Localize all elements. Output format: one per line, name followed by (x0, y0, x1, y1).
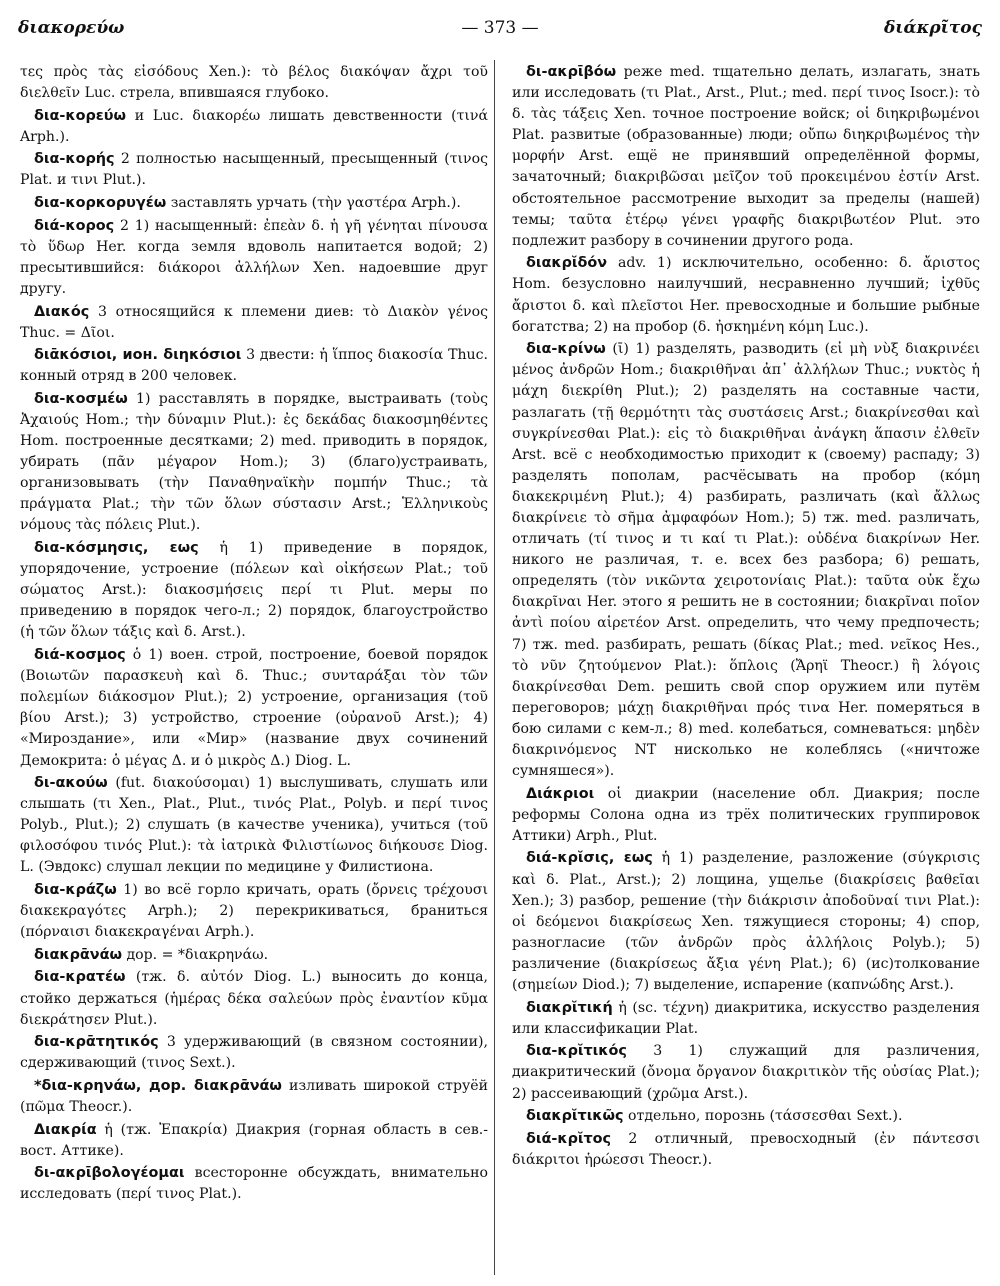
entry-headword: Διακός (34, 303, 90, 320)
entry-definition: дор. = *διακρηνάω. (122, 946, 269, 963)
column-divider (494, 60, 495, 1275)
entry-headword: διακρῐτική (526, 999, 613, 1016)
dictionary-entry (20, 106, 488, 148)
entry-definition: (ῑ) 1) разделять, разводить (εἰ μὴ νὺξ διακρινέει μένος ἀνδρῶν Hom.; διακριθῆναι ἀπ᾽ ἀλλήλων Thuc.; νυκτὸς ἡ μάχη διεκρίθη Plut.); 2) разделять на составные части, разлагать (τῇ θερμότητι τὰς συστάσεις Arst.; διακρίνεσθαι καὶ συγκρίνεσθαι Plat.): εἰς τὸ διακριθῆναι ἀνάγκη ἅπασιν ἐλθεῖν Arst. всё с необходимостью приходит к (своему) распаду; 3) разделять пополам, расчёсывать на пробор (κόμη διακεκριμένη Plut.); 4) разбирать, различать (καὶ ἄλλως διακρίνειε τὸ σῆμα ἀμφαφόων Hom.); 5) тж. med. различать, отличать (τί τινος и τι καί τι Plat.): οὐδένα διακρίνων Her. никого не различая, т. е. всех без разбора; 6) решать, определять (τὸν νικῶντα χειροτονίαις Plat.): ταῦτα οὐκ ἔχω διακρῖναι Her. этого я решить не в состоянии; διακρῖναι ποῖον ἀντὶ ποίου αἱρετέον Arst. определить, что чему предпочесть; 7) тж. med. разбирать, решать (δίκας Plat.; med. νεῖκος Hes., τὸ νῦν ζητούμενον Plat.): ὅπλοις (Ἄρηϊ Theocr.) ἢ λόγοις διακρίνεσθαι Dem. решить свой спор оружием или путём переговоров; μάχῃ διακριθῆναι πρός τινα Her. померяться в бою силами с кем-л.; 8) med. колебаться, сомневаться: μηδὲν διακρινόμενος NT нисколько не колеблясь («ничтоже сумняшеся»). (512, 341, 980, 780)
entry-headword: διακρῐτικῶς (526, 1108, 624, 1125)
entry-definition: и Luc. διακορέω лишать девственности (τινά Arph.). (20, 107, 488, 145)
dictionary-entry (20, 773, 488, 878)
entry-definition: 1) расставлять в порядке, выстраивать (τοὺς Ἀχαιούς Hom.; τὴν δύναμιν Plut.): ἐς δεκάδας διακοσμηθέντες Hom. построенные десятками; 2) med. приводить в порядок, убирать (πᾶν μέγαρον Hom.); 3) (благо)устраивать, организовывать (τὴν Παναθηναϊκὴν πομπήν Thuc.; τὰ πράγματα Plat.; τὴν τῶν ὅλων σύστασιν Arst.; Ἑλληνικοὺς νόμους τὰς πόλεις Plut.). (20, 390, 488, 534)
entry-definition: всесторонне обсуждать, внимательно исследовать (περί τινος Plat.). (20, 1165, 488, 1203)
entry-definition: οἱ диакрии (население обл. Диакрия; после реформы Солона одна из трёх политических группировок Аттики) Arph., Plut. (512, 785, 980, 844)
dictionary-entry (20, 538, 488, 643)
dictionary-entry (20, 193, 488, 214)
entry-definition: 3 двести: ἡ ἵππος διακοσία Thuc. конный отряд в 200 человек. (20, 347, 488, 385)
entry-headword: δια-κορεύω (34, 107, 127, 124)
entry-definition: 3 удерживающий (в связном состоянии), сдерживающий (τινος Sext.). (20, 1034, 488, 1072)
entry-headword: δια-κράζω (34, 882, 117, 899)
entry-definition: 2 отличный, превосходный (ἐν πάντεσσι διάκριτοι ἡρώεσσι Theocr.). (512, 1130, 980, 1168)
dictionary-entry (20, 216, 488, 300)
dictionary-entry (20, 880, 488, 943)
dictionary-entry (20, 345, 488, 387)
entry-definition: 3 1) служащий для различения, диакритический (ὄνομα ὄργανον διακριτικὸν τῆς οὐσίας Plat.); 2) рассеивающий (χρῶμα Arst.). (512, 1043, 980, 1102)
entry-definition: 2 1) насыщенный: ἐπεὰν δ. ἡ γῆ γένηται πίνουσα τὸ ὕδωρ Her. когда земля вдоволь напитается водой; 2) пресытившийся: διάκοροι ἀλλήλων Xen. надоевшие друг другу. (20, 217, 488, 297)
entry-definition: ἡ (sc. τέχνη) диакритика, искусство разделения или классификации Plat. (512, 999, 980, 1037)
entry-headword: διακρῐδόν (526, 255, 608, 272)
dictionary-entry (20, 967, 488, 1030)
dictionary-entry (20, 62, 488, 104)
entry-headword: δια-κορής (34, 151, 115, 168)
entry-definition: (тж. δ. αὐτόν Diog. L.) выносить до конца, стойко держаться (ἡμέρας δέκα σαλεύων πρὸς ἐναντίον κῦμα διεκράτησεν Plut.). (20, 969, 488, 1028)
entry-headword: διακρᾱνάω (34, 946, 122, 963)
entry-headword: διά-κορος (34, 217, 115, 234)
dictionary-entry (20, 945, 488, 966)
entry-headword: διά-κρῐσις, εως (526, 850, 653, 867)
entry-definition: ὁ 1) воен. строй, построение, боевой порядок (Βοιωτῶν παρασκευὴ καὶ δ. Thuc.; συνταράξαι τὸν τῶν πολεμίων διάκοσμον Plut.); 2) устроение, организация (τοῦ βίου Arst.); 3) устройство, строение (οὐρανοῦ Arst.); 4) «Мироздание», или «Мир» (название двух сочинений Демокрита: ὁ μέγας Δ. и ὁ μικρὸς Δ.) Diog. L. (20, 647, 488, 769)
dictionary-entry (512, 998, 980, 1040)
entry-headword: δι-ακρῑβολογέομαι (34, 1165, 185, 1182)
dictionary-entry (20, 1120, 488, 1162)
dictionary-entry (20, 1163, 488, 1205)
entry-definition: τες πρὸς τὰς εἰσόδους Xen.): τὸ βέλος διακόψαν ἄχρι τοῦ διελθεῖν Luc. стрела, впившаяся глубоко. (20, 64, 488, 102)
dictionary-entry (20, 149, 488, 191)
dictionary-entry (20, 1032, 488, 1074)
entry-headword: δια-κόσμησις, εως (34, 540, 199, 557)
entry-headword: δια-κρᾱτητικός (34, 1034, 159, 1051)
entry-headword: δια-κοσμέω (34, 390, 128, 407)
dictionary-entry (20, 1076, 488, 1118)
dictionary-entry (512, 1041, 980, 1104)
dictionary-entry (512, 253, 980, 337)
dictionary-entry (512, 339, 980, 782)
dictionary-entry (512, 1106, 980, 1127)
dictionary-entry (20, 302, 488, 344)
entry-headword: διά-κοσμος (34, 647, 126, 664)
left-column (20, 62, 488, 1207)
entry-definition: 1) во всё горло кричать, орать (ὄρνεις τρέχουσι διακεκραγότες Arph.); 2) перекрикиваться, браниться (πόρναισι διακεκραγέναι Arph.). (20, 882, 488, 941)
dictionary-entry (512, 848, 980, 996)
dictionary-entry (512, 62, 980, 252)
entry-headword: *δια-κρηνάω, дор. διακρᾱνάω (34, 1077, 282, 1094)
entry-definition: заставлять урчать (τὴν γαστέρα Arph.). (166, 195, 461, 212)
entry-headword: δι-ακρῑβόω (526, 64, 617, 80)
entry-definition: ἡ 1) приведение в порядок, упорядочение, устроение (πόλεων καὶ οἰκήσεων Plat.; τοῦ σώματος Arst.): διακοσμήσεις περί τι Plut. меры по приведению в порядок чего-л.; 2) порядок, благоустройство (ἡ τῶν ὅλων τάξις καὶ δ. Arst.). (20, 540, 488, 641)
entry-definition: реже med. тщательно делать, излагать, знать или исследовать (τι Plat., Arst., Plut.; med. περί τινος Isocr.): τὸ δ. τὰς τάξεις Xen. точное построение войск; οἱ διηκριβωμένοι Plat. развитые (образованные) люди; οὔπω διηκριβωμένος τὴν μορφήν Arst. ещё не принявший определённой формы, зачаточный; διακριβῶσαι μεῖζον τοῦ προκειμένου ἐστίν Arst. обстоятельное рассмотрение выходит за пределы (нашей) темы; ταῦτα ἑτέρῳ γένει γραφῆς διακριβωτέον Plut. это подлежит разбору в сочинении другого рода. (512, 64, 980, 249)
entry-headword: δια-κρατέω (34, 969, 126, 986)
entry-definition: adv. 1) исключительно, особенно: δ. ἄριστος Hom. безусловно наилучший, несравненно лучший; ἰχθῦς ἄριστοι δ. καὶ πλεῖστοι Her. превосходные и большие рыбные богатства; 2) на пробор (δ. ἠσκημένη κόμη Luc.). (512, 255, 980, 335)
page-header (18, 18, 982, 46)
running-head-left: διακορεύω (18, 18, 125, 38)
entry-definition: (fut. διακούσομαι) 1) выслушивать, слушать или слышать (τι Xen., Plat., Plut., τινός Plat., Polyb. и περί τινος Polyb., Plut.); 2) слушать (в качестве ученика), учиться (τοῦ φιλοσόφου τινός Plut.): τὰ ἰατρικὰ Φιλιστίωνος διήκουσε Diog. L. (Эвдокс) слушал лекции по медицине у Филистиона. (20, 775, 488, 876)
running-head-right: διάκρῖτος (883, 18, 982, 38)
entry-definition: 2 полностью насыщенный, пресыщенный (τινος Plat. и τινι Plut.). (20, 151, 488, 189)
dictionary-entry (512, 1129, 980, 1171)
entry-headword: δια-κορκορυγέω (34, 195, 167, 212)
entry-headword: δια-κρῐτικός (526, 1043, 627, 1060)
entry-headword: διᾱκόσιοι, ион. διηκόσιοι (34, 347, 242, 364)
entry-definition: отдельно, порознь (τάσσεσθαι Sext.). (623, 1108, 903, 1125)
entry-headword: δια-κρίνω (526, 341, 606, 358)
entry-headword: Διακρία (34, 1121, 97, 1138)
entry-definition: ἡ 1) разделение, разложение (σύγκρισις καὶ δ. Plat., Arst.); 2) лощина, ущелье (διακρίσεις βαθεῖαι Xen.); 3) разбор, решение (τὴν διάκρισιν ἀποδοῦναί τινι Plat.): οἱ δεόμενοι διακρίσεως Xen. тяжущиеся стороны; 4) спор, разногласие (τῶν ἀνδρῶν πρὸς ἀλλήλοις Polyb.); 5) различение (διακρίσεως ἄξια γένη Plat.); 6) (ис)толкование (σημείων Diod.); 7) выделение, испарение (καπνώδης Arst.). (512, 850, 980, 994)
dictionary-entry (20, 389, 488, 537)
entry-definition: изливать широкой струёй (πῶμα Theocr.). (20, 1077, 488, 1115)
entry-headword: Διάκριοι (526, 785, 595, 802)
entry-definition: ἡ (тж. Ἐπακρία) Диакрия (горная область в сев.-вост. Аттике). (20, 1121, 488, 1159)
entry-definition: 3 относящийся к племени диев: τὸ Διακὸν γένος Thuc. = Δῖοι. (20, 303, 488, 341)
dictionary-entry (512, 784, 980, 847)
right-column (512, 62, 980, 1172)
page-number: — 373 — (461, 18, 539, 38)
entry-headword: δι-ακούω (34, 775, 108, 792)
entry-headword: διά-κρῐτος (526, 1130, 612, 1147)
dictionary-entry (20, 645, 488, 772)
